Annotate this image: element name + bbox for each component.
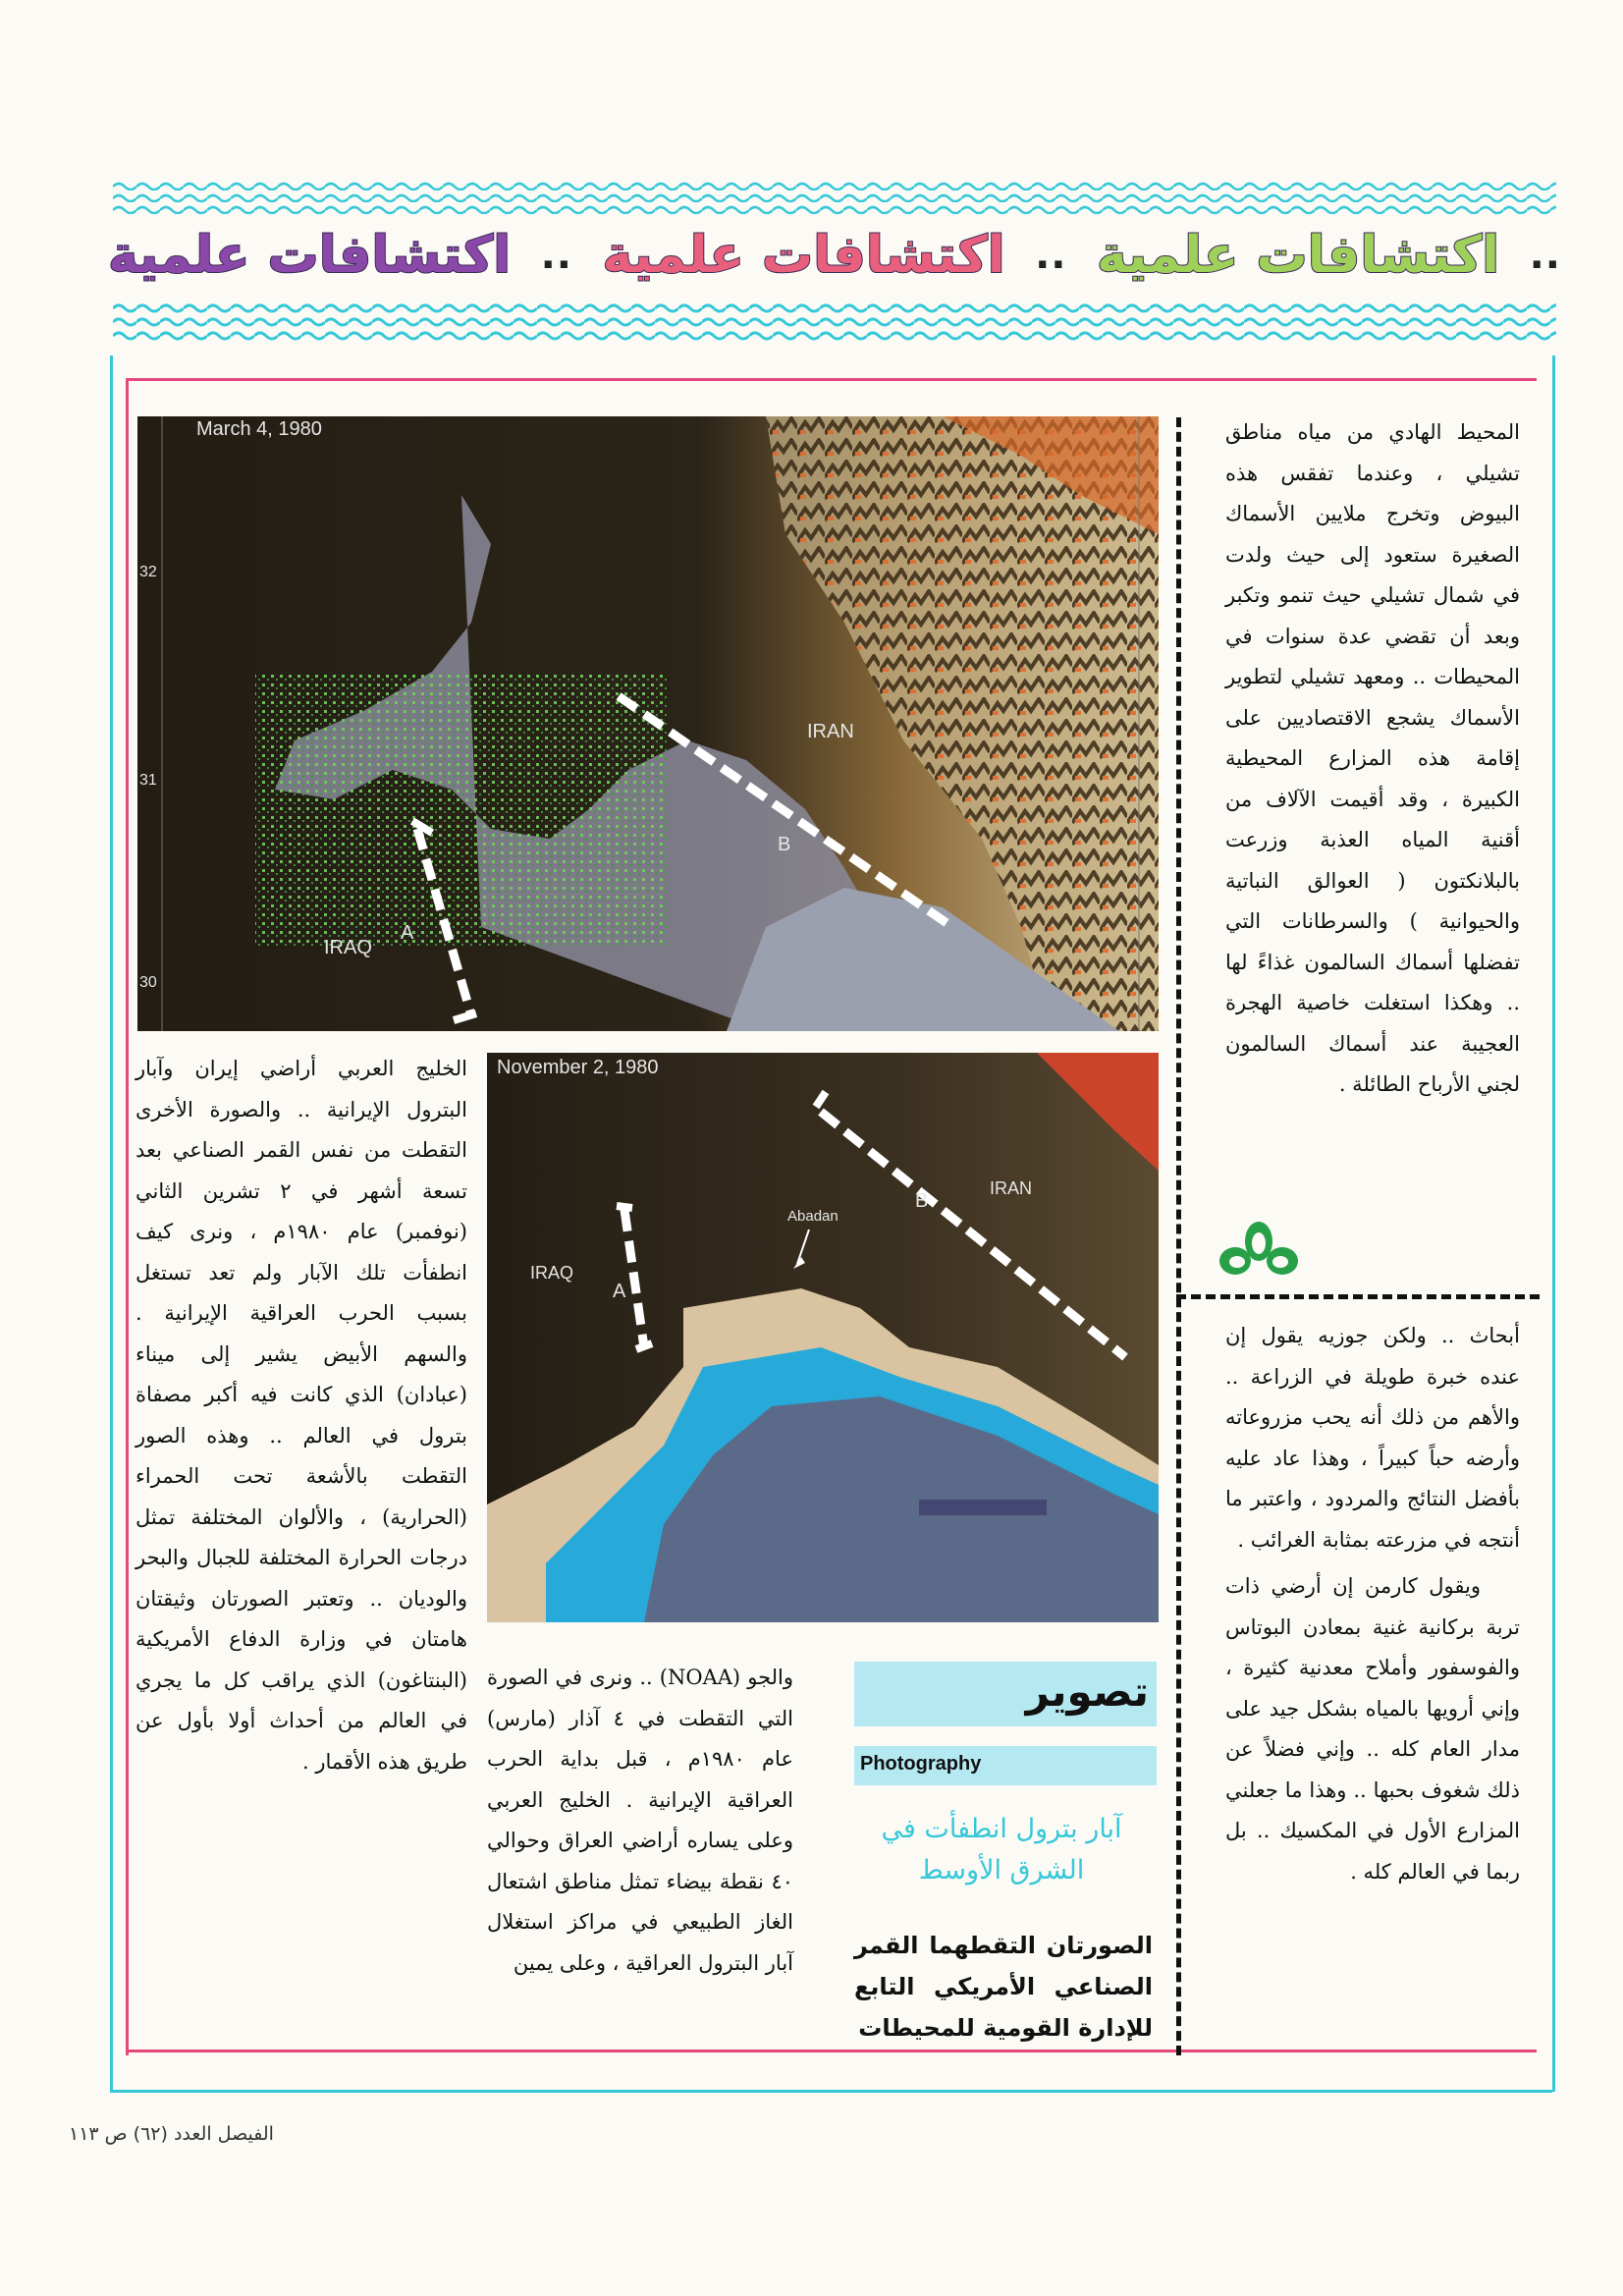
header-separator: .. — [1529, 233, 1561, 278]
section-title: تصوير — [1025, 1667, 1149, 1716]
inner-frame-bottom — [126, 2050, 1537, 2052]
column-divider-vertical — [1176, 417, 1181, 2055]
leaf-ornament-icon — [1214, 1218, 1304, 1286]
feature-caption: الصورتان التقطهما القمر الصناعي الأمريكي التابع للإدارة القومية للمحيطات — [854, 1932, 1153, 2042]
sat1-lat-31: 31 — [139, 772, 157, 789]
sat2-abadan-label: Abadan — [787, 1208, 839, 1225]
bottom-wave-border — [113, 300, 1556, 349]
outer-frame-bottom — [110, 2090, 1552, 2093]
sat1-b-label: B — [778, 834, 791, 855]
right-paragraph-1: المحيط الهادي من مياه مناطق تشيلي ، وعندما تفقس هذه البيوض وتخرج ملايين الأسماك الصغيرة ستعود إلى حيث ولدت في شمال تشيلي حيث تنمو وتكبر وبعد أن تقضي عدة سنوات في المحيطات .. ومعهد تشيلي لتطوير الأسماك يشجع الاقتصاديين على إقامة هذه المزارع المحيطية الكبيرة ، وقد أقيمت الآلاف من أقنية المياه العذبة وزرعت بالبلانكتون ( العوالق النباتية والحيوانية ) والسرطانات التي تفضلها أسماك السالمون غذاءً لها .. وهكذا استغلت خاصية الهجرة العجيبة عند أسماك السالمون لجني الأرباح الطائلة . — [1225, 420, 1520, 1096]
section-header — [108, 221, 1561, 290]
sat1-a-label: A — [401, 922, 414, 944]
sat2-iraq-label: IRAQ — [530, 1263, 574, 1283]
middle-column — [487, 1658, 793, 1984]
sat1-lat-32: 32 — [139, 564, 157, 580]
feature-headline: آبار بترول انطفأت في الشرق الأوسط — [881, 1814, 1122, 1886]
sat1-iran-label: IRAN — [807, 721, 854, 742]
sat2-iran-label: IRAN — [990, 1178, 1033, 1198]
header-separator: .. — [540, 233, 572, 278]
sat2-a-label: A — [613, 1281, 626, 1302]
satellite-image-march-art — [137, 416, 1159, 1031]
sat2-b-label: B — [915, 1190, 929, 1212]
header-title-green: اكتشافات علمية — [1097, 226, 1500, 285]
satellite-image-march — [137, 416, 1159, 1031]
sat1-date-label: March 4, 1980 — [196, 418, 322, 440]
middle-column-text: والجو (NOAA) .. ونرى في الصورة التي التقطت في ٤ آذار (مارس) عام ١٩٨٠م ، قبل بداية الحرب العراقية الإيرانية . الخليج العربي وعلى يساره أراضي العراق وحوالي ٤٠ نقطة بيضاء تمثل مناطق اشتعال الغاز الطبيعي في مراكز استغلال آبار البترول العراقية ، وعلى يمين — [487, 1666, 794, 1975]
sat1-iraq-label: IRAQ — [324, 937, 372, 958]
sat2-date-label: November 2, 1980 — [497, 1057, 659, 1078]
right-paragraph-2: أبحاث .. ولكن جوزيه يقول إن عنده خبرة طويلة في الزراعة .. والأهم من ذلك أنه يحب مزروعاته وأرضه حباً كبيراً ، وهذا عاد عليه بأفضل النتائج والمردود ، واعتبر ما أنتجه في مزرعته بمثابة الغرائب . — [1225, 1324, 1520, 1552]
satellite-image-november — [487, 1053, 1159, 1622]
right-paragraph-3: ويقول كارمن إن أرضي ذات تربة بركانية غنية بمعادن البوتاس والفوسفور وأملاح معدنية كثيرة ، وإني أرويها بالمياه بشكل جيد على مدار العام كله .. وإني فضلاً عن ذلك شغوف بحبها .. وهذا ما جعلني المزارع الأول في المكسيك .. بل ربما في العالم كله . — [1225, 1574, 1520, 1884]
satellite-image-november-art — [487, 1053, 1159, 1622]
left-column — [135, 1049, 467, 1782]
header-title-purple: اكتشافات علمية — [108, 226, 512, 285]
section-subtitle: Photography — [860, 1753, 982, 1775]
right-column-top — [1225, 412, 1520, 1106]
left-column-text: الخليج العربي أراضي إيران وآبار البترول الإيرانية .. والصورة الأخرى التقطت من نفس القمر الصناعي بعد تسعة أشهر في ٢ تشرين الثاني (نوفمبر) عام ١٩٨٠م ، ونرى كيف انطفأت تلك الآبار ولم تعد تستغل بسبب الحرب العراقية الإيرانية . والسهم الأبيض يشير إلى ميناء (عبادان) الذي كانت فيه أكبر مصفاة بترول في العالم .. وهذه الصور التقطت بالأشعة تحت الحمراء (الحرارية) ، والألوان المختلفة تمثل درجات الحرارة المختلفة للجبال والبحر والوديان .. وتعتبر الصورتان وثيقتان هامتان في وزارة الدفاع الأمريكية (البنتاغون) الذي يراقب كل ما يجري في العالم من أحداث أولا بأول عن طريق هذه الأقمار . — [135, 1057, 468, 1774]
right-column-bottom — [1225, 1316, 1520, 1892]
column-divider-horizontal — [1176, 1294, 1540, 1299]
header-title-pink: اكتشافات علمية — [602, 226, 1005, 285]
header-separator: .. — [1035, 233, 1067, 278]
top-wave-border — [113, 179, 1556, 218]
sat1-lat-30: 30 — [139, 974, 157, 991]
page-footer: الفيصل العدد (٦٢) ص ١١٣ — [69, 2123, 274, 2145]
